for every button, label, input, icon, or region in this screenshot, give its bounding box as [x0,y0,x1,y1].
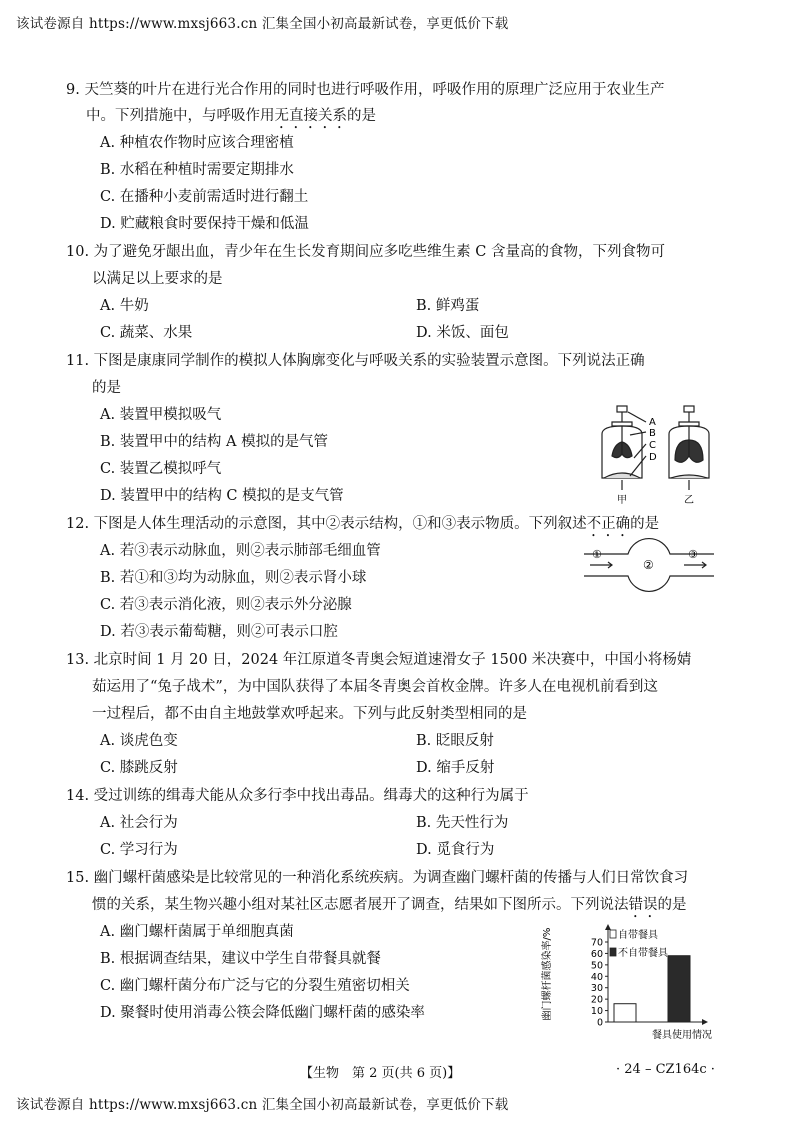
q9-option-d: D. 贮藏粮食时要保持干燥和低温 [100,216,309,232]
paper-code: · 24 – CZ164c · [616,1062,715,1077]
page-footer: 【生物 第 2 页(共 6 页)】 [300,1066,461,1081]
legend-label: 不自带餐具 [618,948,668,959]
breathing-model-figure [590,400,720,508]
q11-option-a: A. 装置甲模拟吸气 [100,407,222,423]
label-a: A [649,417,656,428]
q15-stem-line2: 惯的关系，某生物兴趣小组对某社区志愿者展开了调查，结果如下图所示。下列说法错误的是 [92,897,687,913]
q12-option-d: D. 若③表示葡萄糖，则②可表示口腔 [100,624,338,640]
source-banner-bottom: 该试卷源自 https://www.mxsj663.cn 汇集全国小初高最新试卷，享更低价下载 [16,1097,509,1113]
y-tick-label: 30 [590,983,603,995]
bar-self-utensils [614,1004,636,1022]
q9-option-c: C. 在播种小麦前需适时进行翻土 [100,189,309,205]
q12-option-b: B. 若①和③均为动脉血，则②表示肾小球 [100,570,367,586]
q9-option-a: A. 种植农作物时应该合理密植 [100,135,294,151]
q12-option-c: C. 若③表示消化液，则②表示外分泌腺 [100,597,352,613]
q11-stem-line2: 的是 [92,380,121,396]
q11-option-c: C. 装置乙模拟呼气 [100,461,222,477]
source-banner-top: 该试卷源自 https://www.mxsj663.cn 汇集全国小初高最新试卷，享更低价下载 [16,16,509,32]
q15-option-c: C. 幽门螺杆菌分布广泛与它的分裂生殖密切相关 [100,978,410,994]
y-tick-label: 60 [590,948,603,960]
label-1: ① [592,548,602,561]
q13-option-a: A. 谈虎色变 [100,733,178,749]
y-tick-label: 20 [590,994,603,1006]
q15-option-b: B. 根据调查结果，建议中学生自带餐具就餐 [100,951,381,967]
q13-option-d: D. 缩手反射 [416,760,495,776]
q9-emphasis: 无直接关系 [274,108,347,124]
q9-option-b: B. 水稻在种植时需要定期排水 [100,162,294,178]
y-tick-label: 50 [590,960,603,972]
q9-stem-line2: 中。下列措施中，与呼吸作用无直接关系的是 [86,108,376,124]
q15-option-a: A. 幽门螺杆菌属于单细胞真菌 [100,924,294,940]
q14-option-a: A. 社会行为 [100,815,178,831]
infection-rate-chart [538,920,738,1046]
y-tick-label: 70 [590,937,603,949]
label-d: D [649,452,657,463]
q10-stem-line1: 10. 为了避免牙龈出血，青少年在生长发育期间应多吃些维生素 C 含量高的食物，下列食物可 [66,244,665,260]
legend-swatch [610,948,616,956]
label-jia: 甲 [617,495,627,506]
q11-option-d: D. 装置甲中的结构 C 模拟的是支气管 [100,488,344,504]
q14-option-d: D. 觅食行为 [416,842,495,858]
device-jia [602,406,646,490]
q11-stem-line1: 11. 下图是康康同学制作的模拟人体胸廓变化与呼吸关系的实验装置示意图。下列说法正确 [66,353,645,369]
legend-label: 自带餐具 [618,930,658,941]
q10-option-c: C. 蔬菜、水果 [100,325,193,341]
q10-option-a: A. 牛奶 [100,298,149,314]
q12-stem: 12. 下图是人体生理活动的示意图，其中②表示结构，①和③表示物质。下列叙述不正确的是 [66,516,660,532]
label-yi: 乙 [684,495,694,506]
q12-option-a: A. 若③表示动脉血，则②表示肺部毛细血管 [100,543,381,559]
q13-stem-line1: 13. 北京时间 1 月 20 日，2024 年江原道冬青奥会短道速滑女子 1500 米决赛中，中国小将杨婧 [66,652,692,668]
q15-option-d: D. 聚餐时使用消毒公筷会降低幽门螺杆菌的感染率 [100,1005,425,1021]
physiology-diagram [582,536,716,594]
q13-option-c: C. 膝跳反射 [100,760,178,776]
label-2: ② [643,558,654,572]
q10-option-b: B. 鲜鸡蛋 [416,298,480,314]
y-tick-label: 0 [596,1017,603,1029]
x-axis-label: 餐具使用情况 [652,1030,712,1041]
q10-option-d: D. 米饭、面包 [416,325,509,341]
x-axis-arrow [702,1019,708,1025]
q12-emphasis: 不正确 [586,516,631,532]
q13-stem-line3: 一过程后，都不由自主地鼓掌欢呼起来。下列与此反射类型相同的是 [92,706,527,722]
label-b: B [649,428,656,439]
q14-option-c: C. 学习行为 [100,842,178,858]
y-axis-arrow [605,924,611,930]
q14-stem: 14. 受过训练的缉毒犬能从众多行李中找出毒品。缉毒犬的这种行为属于 [66,788,529,804]
q9-stem-line1: 9. 天竺葵的叶片在进行光合作用的同时也进行呼吸作用，呼吸作用的原理广泛应用于农业生产 [66,82,665,98]
q15-stem-line1: 15. 幽门螺杆菌感染是比较常见的一种消化系统疾病。为调查幽门螺杆菌的传播与人们日常饮食习 [66,870,689,886]
q13-option-b: B. 眨眼反射 [416,733,494,749]
label-3: ③ [688,548,698,561]
q15-emphasis: 错误 [628,897,658,913]
q11-option-b: B. 装置甲中的结构 A 模拟的是气管 [100,434,329,450]
q10-stem-line2: 以满足以上要求的是 [92,271,223,287]
q14-option-b: B. 先天性行为 [416,815,509,831]
y-tick-label: 40 [590,971,603,983]
y-axis-label: 幽门螺杆菌感染率/% [542,927,553,1021]
label-c: C [649,440,656,451]
y-tick-label: 10 [590,1006,603,1018]
legend-swatch [610,930,616,938]
bar-no-self-utensils [668,956,690,1022]
device-yi [669,406,709,490]
q13-stem-line2: 茹运用了“兔子战术”，为中国队获得了本届冬青奥会首枚金牌。许多人在电视机前看到这 [92,679,658,695]
